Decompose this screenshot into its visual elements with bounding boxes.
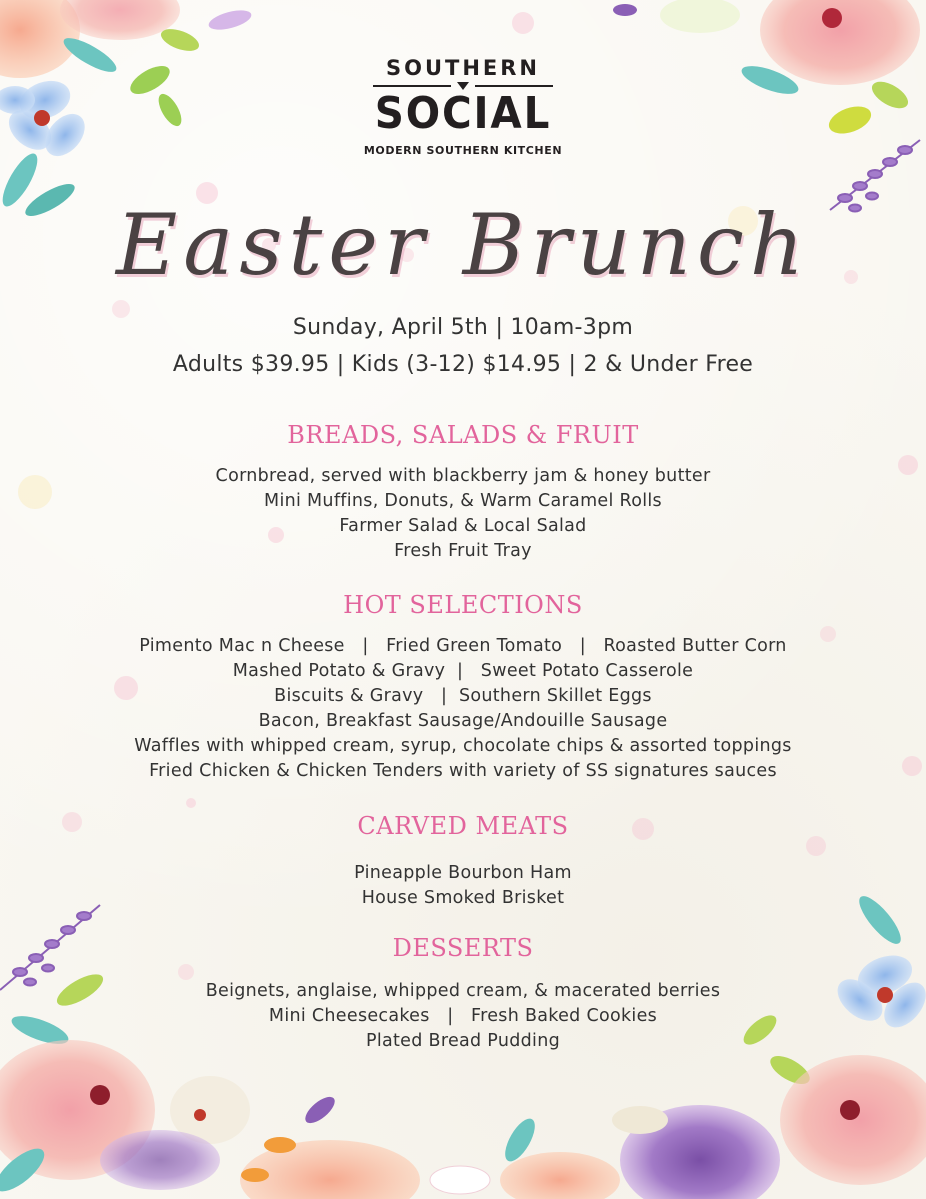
event-pricing: Adults $39.95 | Kids (3-12) $14.95 | 2 & Under Free (172, 352, 754, 377)
menu-section-desserts (0, 933, 926, 1054)
page-title: Easter Brunch (115, 196, 811, 294)
logo-tagline: MODERN SOUTHERN KITCHEN (363, 144, 563, 157)
restaurant-logo (0, 56, 926, 157)
menu-item: Fried Chicken & Chicken Tenders with variety of SS signatures sauces (149, 761, 777, 781)
menu-item: Mini Cheesecakes | Fresh Baked Cookies (268, 1006, 658, 1026)
logo-wordmark-main: SOCIAL (374, 88, 552, 139)
menu-item: Waffles with whipped cream, syrup, chocolate chips & assorted toppings (134, 736, 792, 756)
menu-item: Pineapple Bourbon Ham (354, 863, 572, 883)
menu-item: Pimento Mac n Cheese | Fried Green Tomato | Roasted Butter Corn (139, 636, 787, 656)
section-title: HOT SELECTIONS (343, 591, 583, 619)
event-date-time: Sunday, April 5th | 10am-3pm (292, 315, 634, 340)
menu-section-carved (0, 811, 926, 911)
menu-item: Mashed Potato & Gravy | Sweet Potato Casserole (232, 661, 694, 681)
menu-item: Mini Muffins, Donuts, & Warm Caramel Rolls (264, 491, 662, 511)
menu-item: Cornbread, served with blackberry jam & honey butter (215, 466, 711, 486)
menu-section-breads (0, 420, 926, 564)
menu-section-hot (0, 590, 926, 784)
menu-item: Biscuits & Gravy | Southern Skillet Eggs (274, 686, 652, 706)
section-title: BREADS, SALADS & FRUIT (287, 421, 639, 449)
menu-item: Bacon, Breakfast Sausage/Andouille Sausage (258, 711, 668, 731)
section-title: CARVED MEATS (357, 812, 569, 840)
menu-item: Fresh Fruit Tray (394, 541, 532, 561)
menu-item: House Smoked Brisket (361, 888, 565, 908)
menu-item: Beignets, anglaise, whipped cream, & macerated berries (205, 981, 721, 1001)
section-title: DESSERTS (392, 934, 534, 962)
menu-item: Plated Bread Pudding (365, 1031, 561, 1051)
menu-item: Farmer Salad & Local Salad (339, 516, 587, 536)
logo-wordmark-top: SOUTHERN (385, 56, 541, 80)
